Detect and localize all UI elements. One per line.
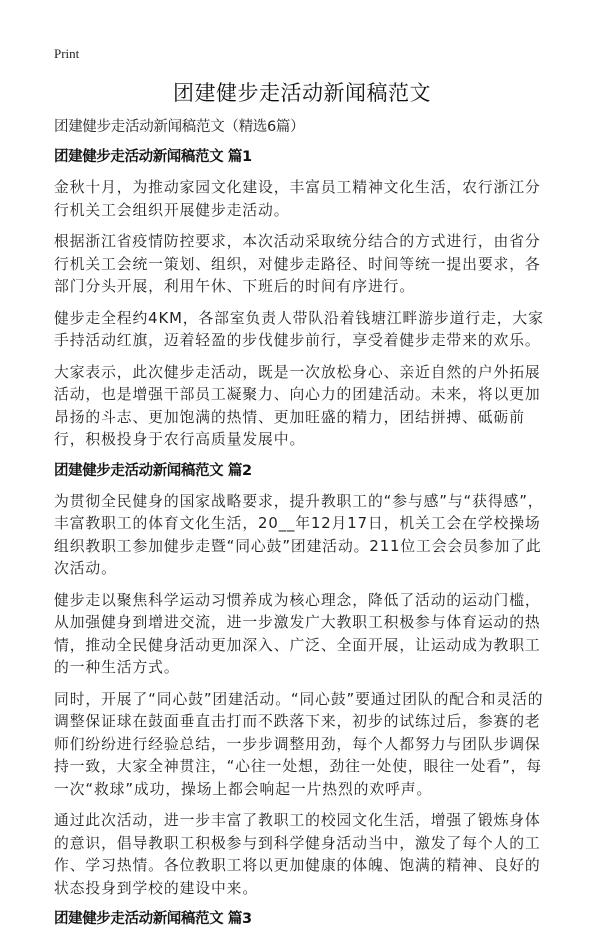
section-1 [54,146,550,452]
paragraph: 大家表示，此次健步走活动，既是一次放松身心、亲近自然的户外拓展活动，也是增强干部员工凝聚力、向心力的团建活动。未来，将以更加昂扬的斗志、更加饱满的热情、更加旺盛的精力，团结拼搏、砥砺前行，积极投身于农行高质量发展中。 [54,363,541,448]
page-title: 团建健步走活动新闻稿范文 [173,81,431,105]
paragraph: 为贯彻全民健身的国家战略要求，提升教职工的“参与感”与“获得感”，丰富教职工的体育文化生活，20__年12月17日，机关工会在学校操场组织教职工参加健步走暨“同心鼓”团建活动。211位工会会员参加了此次活动。 [54,492,544,577]
print-label[interactable]: Print [54,46,80,61]
section-heading: 团建健步走活动新闻稿范文 篇2 [54,462,252,479]
section-heading: 团建健步走活动新闻稿范文 篇1 [54,149,252,165]
section-3 [54,908,550,930]
document-subtitle: 团建健步走活动新闻稿范文（精选6篇） [54,119,305,135]
section-heading: 团建健步走活动新闻稿范文 篇3 [54,911,252,927]
document-page [54,44,550,930]
paragraph: 健步走全程约4KM，各部室负责人带队沿着钱塘江畔游步道行走，大家手持活动红旗，迈着轻盈的步伐健步前行，享受着健步走带来的欢乐。 [54,309,544,349]
paragraph: 健步走以聚焦科学运动习惯养成为核心理念，降低了活动的运动门槛，从加强健身到增进交流，进一步激发广大教职工积极参与体育运动的热情，推动全民健身活动更加深入、广泛、全面开展，让运动成为教职工的一种生活方式。 [54,591,541,676]
paragraph: 金秋十月，为推动家园文化建设，丰富员工精神文化生活，农行浙江分行机关工会组织开展健步走活动。 [54,179,541,219]
paragraph: 根据浙江省疫情防控要求，本次活动采取统分结合的方式进行，由省分行机关工会统一策划、组织，对健步走路径、时间等统一提出要求，各部门分头开展，利用午休、下班后的时间有序进行。 [54,233,541,295]
section-2 [54,460,550,901]
paragraph: 同时，开展了“同心鼓”团建活动。“同心鼓”要通过团队的配合和灵活的调整保证球在鼓面垂直击打而不跌落下来，初步的试练过后，参赛的老师们纷纷进行经验总结，一步步调整用劲，每个人都努力与团队步调保持一致，大家全神贯注，“心往一处想，劲往一处使，眼往一处看”，每一次“救球”成功，操场上都会响起一片热烈的欢呼声。 [54,690,544,798]
paragraph: 通过此次活动，进一步丰富了教职工的校园文化生活，增强了锻炼身体的意识，倡导教职工积极参与到科学健身活动当中，激发了每个人的工作、学习热情。各位教职工将以更加健康的体魄、饱满的精神、良好的状态投身到学校的建设中来。 [54,812,541,897]
